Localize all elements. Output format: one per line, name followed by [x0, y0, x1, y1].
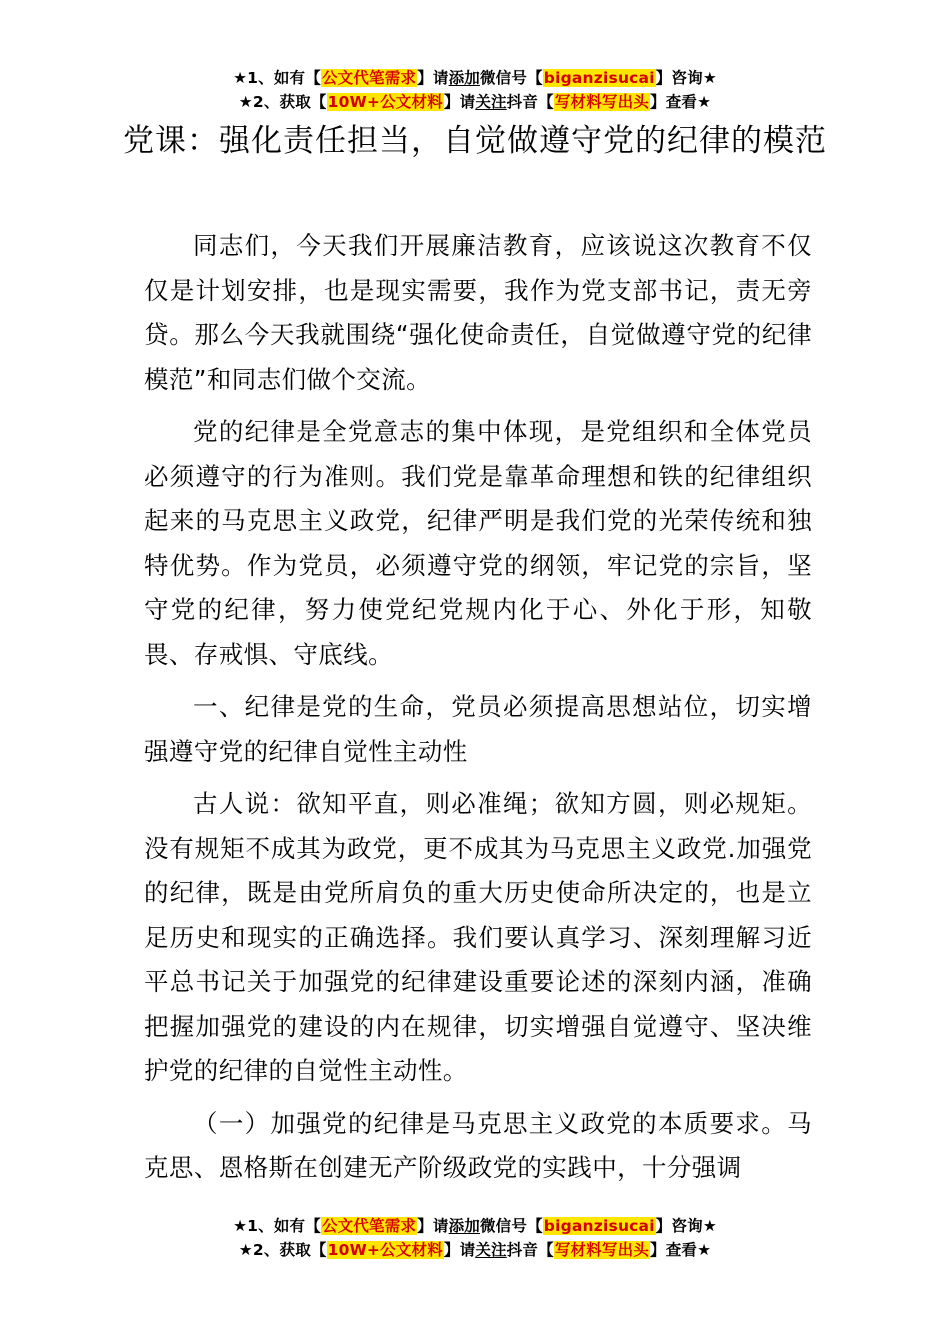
header-ad-banner: [0, 66, 950, 114]
ad-text: 】查看★: [650, 93, 712, 111]
footer-ad-banner: [0, 1214, 950, 1262]
ad-highlight-service: 公文代笔需求: [321, 69, 417, 87]
ad-text: ★1、如有【: [233, 69, 321, 87]
ad-text: ★1、如有【: [233, 1217, 321, 1235]
ad-text: 】请: [417, 1217, 449, 1235]
ad-text: 抖音【: [506, 93, 554, 111]
paragraph: 古人说：欲知平直，则必准绳；欲知方圆，则必规矩。没有规矩不成其为政党，更不成其为马克思主义政党.加强党的纪律，既是由党所肩负的重大历史使命所决定的，也是立足历史和现实的正确选择。我们要认真学习、深刻理解习近平总书记关于加强党的纪律建设重要论述的深刻内涵，准确把握加强党的建设的内在规律，切实增强自觉遵守、坚决维护党的纪律的自觉性主动性。: [144, 789, 812, 1085]
subsection-paragraph: （一）加强党的纪律是马克思主义政党的本质要求。马克思、恩格斯在创建无产阶级政党的实践中，十分强调: [144, 1108, 812, 1182]
ad-line-2: [0, 90, 950, 114]
ad-text: ★2、获取【: [238, 1241, 327, 1259]
ad-underline: 关注: [475, 1241, 507, 1259]
ad-underline: 关注: [475, 93, 507, 111]
section-heading: 一、纪律是党的生命，党员必须提高思想站位，切实增强遵守党的纪律自觉性主动性: [144, 692, 812, 766]
ad-highlight-wechat: biganzisucai: [543, 1217, 655, 1235]
ad-line-1: [0, 1214, 950, 1238]
ad-underline: 添加: [448, 69, 480, 87]
document-body: [144, 224, 812, 1199]
ad-text: 】查看★: [650, 1241, 712, 1259]
ad-text: 】咨询★: [655, 1217, 717, 1235]
ad-highlight-materials: 10W+公文材料: [327, 1241, 443, 1259]
ad-text: 】咨询★: [655, 69, 717, 87]
ad-highlight-wechat: biganzisucai: [543, 69, 655, 87]
ad-text: 】请: [443, 1241, 476, 1259]
ad-highlight-douyin: 写材料写出头: [554, 1241, 650, 1259]
document-title: 党课：强化责任担当，自觉做遵守党的纪律的模范: [123, 123, 827, 159]
ad-text: 微信号【: [479, 69, 543, 87]
ad-text: 】请: [417, 69, 449, 87]
ad-line-2: [0, 1238, 950, 1262]
ad-highlight-service: 公文代笔需求: [321, 1217, 417, 1235]
ad-text: 微信号【: [479, 1217, 543, 1235]
ad-text: 抖音【: [506, 1241, 554, 1259]
ad-text: ★2、获取【: [238, 93, 327, 111]
paragraph: 党的纪律是全党意志的集中体现，是党组织和全体党员必须遵守的行为准则。我们党是靠革命理想和铁的纪律组织起来的马克思主义政党，纪律严明是我们党的光荣传统和独特优势。作为党员，必须遵守党的纲领，牢记党的宗旨，坚守党的纪律，努力使党纪党规内化于心、外化于形，知敬畏、存戒惧、守底线。: [144, 417, 812, 669]
ad-line-1: [0, 66, 950, 90]
paragraph: 同志们，今天我们开展廉洁教育，应该说这次教育不仅仅是计划安排，也是现实需要，我作为党支部书记，责无旁贷。那么今天我就围绕“强化使命责任，自觉做遵守党的纪律模范”和同志们做个交流。: [144, 231, 812, 394]
ad-highlight-douyin: 写材料写出头: [554, 93, 650, 111]
ad-text: 】请: [443, 93, 476, 111]
ad-highlight-materials: 10W+公文材料: [327, 93, 443, 111]
ad-underline: 添加: [448, 1217, 480, 1235]
